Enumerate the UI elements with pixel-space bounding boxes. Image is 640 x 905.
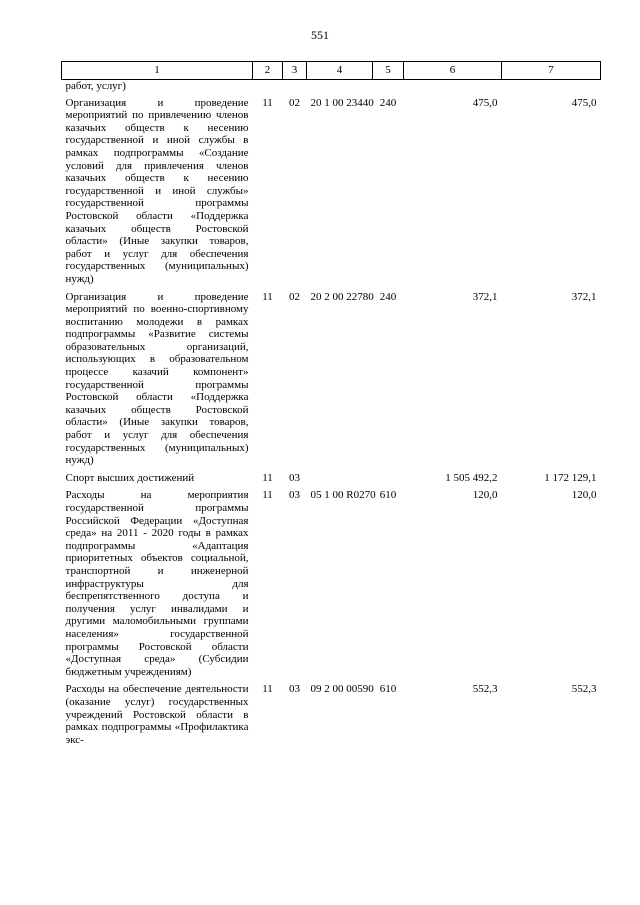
row-subsection: 02 [289,290,300,303]
row-expense-type: 610 [379,489,397,502]
row-name: Организация и проведение мероприятий по военно-спортивному воспитанию молодежи в рамках подпрограммы «Развитие системы образовательных организаций, использующих в образовательном процессе казачий компонент» государственной программы Ростовской области «Поддержка казачьих обществ Ростовской области» (Иные закупки товаров, работ и услуг для обеспечения государственных (муниципальных) нужд) [65,290,249,467]
row-amount-2: 372,1 [571,290,597,303]
row-name: работ, услуг) [65,80,126,92]
table-row [62,472,601,490]
row-expense-type [373,472,404,490]
budget-table [61,61,601,751]
row-amount-1: 372,1 [472,290,498,303]
row-amount-2: 120,0 [571,489,597,502]
row-name: Спорт высших достижений [65,471,195,484]
column-header: 2 [253,62,283,80]
column-header: 6 [404,62,502,80]
page-number: 551 [311,28,329,42]
row-target-code: 05 1 00 R0270 [310,489,376,502]
row-amount-1: 1 505 492,2 [445,471,498,484]
table-row [62,489,601,683]
row-name: Расходы на обеспечение деятельности (оказание услуг) государственных учреждений Ростовской области в рамках подпрограммы «Профилактика экс- [65,683,249,746]
row-amount-2: 552,3 [571,683,597,696]
row-amount-1: 475,0 [472,96,498,109]
row-section [253,80,283,97]
column-header: 7 [502,62,601,80]
row-expense-type: 610 [379,683,397,696]
row-section: 11 [262,471,273,484]
row-subsection [283,80,307,97]
row-expense-type: 240 [379,96,397,109]
row-amount-1: 120,0 [472,489,498,502]
row-target-code [307,80,373,97]
row-name: Организация и проведение мероприятий по привлечению членов казачьих обществ к несению государственной и иной службы в рамках подпрограммы «Создание условий для привлечения членов казачьих обществ к несению государственной и иной службы» государственной программы Ростовской области «Поддержка казачьих обществ Ростовской области» (Иные закупки товаров, работ и услуг для обеспечения государственных (муниципальных) нужд) [65,96,249,285]
row-target-code: 20 2 00 22780 [310,290,374,303]
row-amount-1 [404,80,502,97]
row-amount-2 [502,80,601,97]
row-section: 11 [262,489,273,502]
row-subsection: 03 [289,683,300,696]
row-expense-type [373,80,404,97]
column-header: 5 [373,62,404,80]
table-header-row [62,62,601,80]
row-target-code: 20 1 00 23440 [310,96,374,109]
column-header: 4 [307,62,373,80]
row-target-code: 09 2 00 00590 [310,683,374,696]
table-row [62,683,601,751]
table-row [62,97,601,291]
row-section: 11 [262,683,273,696]
row-section: 11 [262,96,273,109]
row-subsection: 03 [289,471,300,484]
row-amount-2: 1 172 129,1 [544,471,597,484]
row-target-code [307,472,373,490]
row-amount-2: 475,0 [571,96,597,109]
table-row [62,80,601,97]
row-section: 11 [262,290,273,303]
row-subsection: 03 [289,489,300,502]
column-header: 3 [283,62,307,80]
row-name: Расходы на мероприятия государственной программы Российской Федерации «Доступная среда» на 2011 - 2020 годы в рамках подпрограммы «Адаптация приоритетных объектов социальной, транспортной и инженерной инфраструктуры для беспрепятственного доступа и получения услуг инвалидами и другими маломобильными группами населения» государственной программы Ростовской области «Доступная среда» (Субсидии бюджетным учреждениям) [65,489,249,678]
table-row [62,291,601,472]
row-expense-type: 240 [379,290,397,303]
row-amount-1: 552,3 [472,683,498,696]
row-subsection: 02 [289,96,300,109]
column-header: 1 [62,62,253,80]
